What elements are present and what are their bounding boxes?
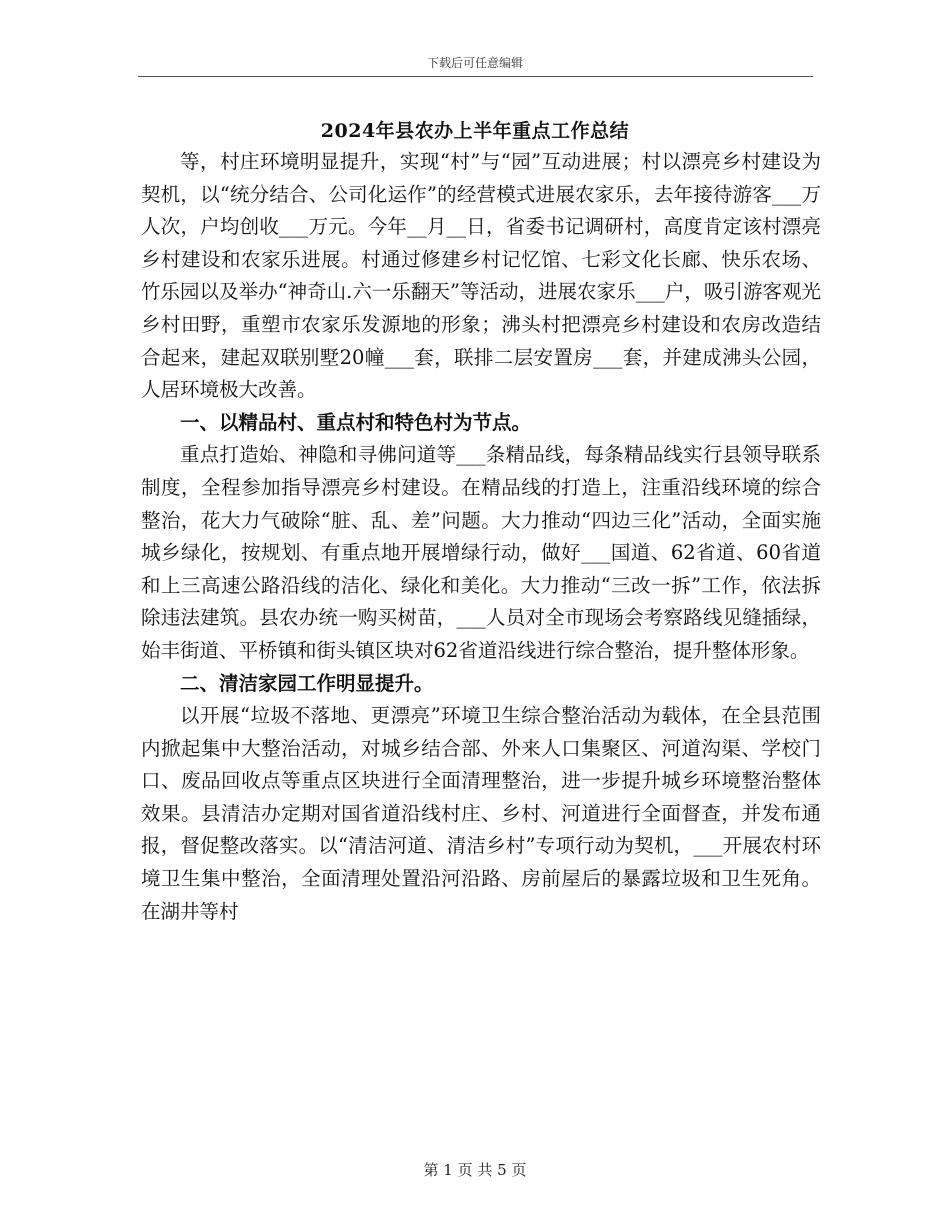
document-body [141, 146, 821, 928]
section-heading-2: 二、清洁家园工作明显提升。 [180, 671, 434, 695]
page-number-footer: 第 1 页 共 5 页 [423, 1161, 527, 1179]
paragraph-section-2: 以开展“垃圾不落地、更漂亮”环境卫生综合整治活动为载体，在全县范围内掀起集中大整治活动，对城乡结合部、外来人口集聚区、河道沟渠、学校门口、废品回收点等重点区块进行全面清理整治，进一步提升城乡环境整治整体效果。县清洁办定期对国省道沿线村庄、乡村、河道进行全面督查，并发布通报，督促整改落实。以“清洁河道、清洁乡村”专项行动为契机，___开展农村环境卫生集中整治，全面清理处置沿河沿路、房前屋后的暴露垃圾和卫生死角。在湖井等村 [141, 704, 821, 923]
header-divider [138, 76, 813, 77]
section-heading-1: 一、以精品村、重点村和特色村为节点。 [180, 410, 532, 434]
document-title: 2024年县农办上半年重点工作总结 [320, 120, 630, 142]
paragraph-section-1: 重点打造始、神隐和寻佛问道等___条精品线，每条精品线实行县领导联系制度，全程参加指导漂亮乡村建设。在精品线的打造上，注重沿线环境的综合整治，花大力气破除“脏、乱、差”问题。大力推动“四边三化”活动，全面实施城乡绿化，按规划、有重点地开展增绿行动，做好___国道、62省道、60省道和上三高速公路沿线的洁化、绿化和美化。大力推动“三改一拆”工作，依法拆除违法建筑。县农办统一购买树苗，___人员对全市现场会考察路线见缝插绿，始丰街道、平桥镇和街头镇区块对62省道沿线进行综合整治，提升整体形象。 [141, 443, 821, 662]
paragraph-intro: 等，村庄环境明显提升，实现“村”与“园”互动进展；村以漂亮乡村建设为契机，以“统分结合、公司化运作”的经营模式进展农家乐，去年接待游客___万人次，户均创收___万元。今年__月__日，省委书记调研村，高度肯定该村漂亮乡村建设和农家乐进展。村通过修建乡村记忆馆、七彩文化长廊、快乐农场、竹乐园以及举办“神奇山.六一乐翻天”等活动，进展农家乐___户，吸引游客观光乡村田野，重塑市农家乐发源地的形象；沸头村把漂亮乡村建设和农房改造结合起来，建起双联别墅20幢___套，联排二层安置房___套，并建成沸头公园，人居环境极大改善。 [141, 150, 821, 402]
page-header-note: 下载后可任意编辑 [426, 56, 523, 70]
